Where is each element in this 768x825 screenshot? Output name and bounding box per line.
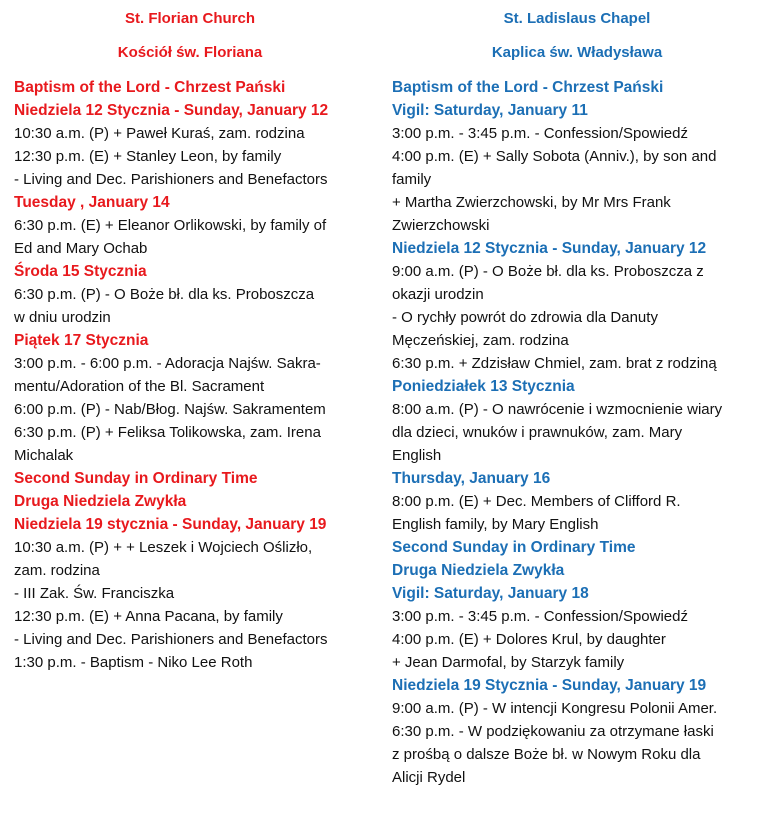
schedule-entry: 6:30 p.m. (E) + Eleanor Orlikowski, by family of	[14, 217, 327, 234]
st-florian-schedule-column	[14, 0, 366, 674]
schedule-entry: 3:00 p.m. - 3:45 p.m. - Confession/Spowiedź	[392, 608, 688, 625]
schedule-entry: - Living and Dec. Parishioners and Benefactors	[14, 631, 328, 648]
schedule-entry: 6:30 p.m. + Zdzisław Chmiel, zam. brat z rodziną	[392, 355, 717, 372]
schedule-entry: family	[392, 171, 432, 188]
schedule-heading: Niedziela 19 stycznia - Sunday, January 19	[14, 516, 327, 533]
schedule-entry: 10:30 a.m. (P) + Paweł Kuraś, zam. rodzina	[14, 125, 305, 142]
schedule-entry: 8:00 a.m. (P) - O nawrócenie i wzmocnienie wiary	[392, 401, 723, 418]
schedule-heading: Vigil: Saturday, January 11	[392, 102, 588, 119]
schedule-entry: zam. rodzina	[14, 562, 100, 579]
schedule-entry: 6:30 p.m. (P) - O Boże bł. dla ks. Proboszcza	[14, 286, 315, 303]
schedule-entry: 4:00 p.m. (E) + Dolores Krul, by daughter	[392, 631, 666, 648]
schedule-heading: Vigil: Saturday, January 18	[392, 585, 589, 602]
schedule-heading: Second Sunday in Ordinary Time	[392, 539, 636, 556]
schedule-heading: Druga Niedziela Zwykła	[392, 562, 565, 579]
left-church-title: St. Florian Church	[124, 10, 255, 27]
schedule-entry: + Jean Darmofal, by Starzyk family	[392, 654, 625, 671]
schedule-entry: mentu/Adoration of the Bl. Sacrament	[14, 378, 265, 395]
schedule-heading: Thursday, January 16	[392, 470, 551, 487]
schedule-heading: Baptism of the Lord - Chrzest Pański	[14, 79, 286, 96]
schedule-entry: 10:30 a.m. (P) + + Leszek i Wojciech Oślizło,	[14, 539, 313, 556]
schedule-heading: Druga Niedziela Zwykła	[14, 493, 187, 510]
right-church-title: St. Ladislaus Chapel	[503, 10, 651, 27]
schedule-entry: - III Zak. Św. Franciszka	[14, 585, 175, 602]
right-church-title-polish: Kaplica św. Władysława	[491, 44, 663, 61]
schedule-entry: English	[392, 447, 442, 464]
schedule-heading: Second Sunday in Ordinary Time	[14, 470, 258, 487]
schedule-entry: z prośbą o dalsze Boże bł. w Nowym Roku dla	[392, 746, 701, 763]
schedule-entry: 3:00 p.m. - 6:00 p.m. - Adoracja Najśw. Sakra-	[14, 355, 321, 372]
right-schedule-list	[392, 76, 762, 789]
schedule-entry: 4:00 p.m. (E) + Sally Sobota (Anniv.), by son and	[392, 148, 717, 165]
schedule-heading: Niedziela 19 Stycznia - Sunday, January 19	[392, 677, 707, 694]
schedule-entry: 1:30 p.m. - Baptism - Niko Lee Roth	[14, 654, 253, 671]
schedule-entry: 6:30 p.m. - W podziękowaniu za otrzymane łaski	[392, 723, 714, 740]
schedule-entry: - O rychły powrót do zdrowia dla Danuty	[392, 309, 658, 326]
schedule-entry: 8:00 p.m. (E) + Dec. Members of Clifford R.	[392, 493, 681, 510]
schedule-entry: - Living and Dec. Parishioners and Benefactors	[14, 171, 328, 188]
st-ladislaus-schedule-column	[392, 0, 762, 789]
schedule-entry: w dniu urodzin	[14, 309, 111, 326]
schedule-entry: + Martha Zwierzchowski, by Mr Mrs Frank	[392, 194, 671, 211]
schedule-entry: 6:30 p.m. (P) + Feliksa Tolikowska, zam. Irena	[14, 424, 321, 441]
schedule-entry: English family, by Mary English	[392, 516, 599, 533]
schedule-entry: Michalak	[14, 447, 74, 464]
schedule-heading: Niedziela 12 Stycznia - Sunday, January 12	[392, 240, 707, 257]
left-schedule-list	[14, 76, 366, 674]
schedule-entry: Męczeńskiej, zam. rodzina	[392, 332, 569, 349]
schedule-entry: Zwierzchowski	[392, 217, 490, 234]
schedule-entry: 12:30 p.m. (E) + Stanley Leon, by family	[14, 148, 282, 165]
left-church-title-polish: Kościół św. Floriana	[117, 44, 263, 61]
schedule-heading: Baptism of the Lord - Chrzest Pański	[392, 79, 664, 96]
schedule-entry: 3:00 p.m. - 3:45 p.m. - Confession/Spowiedź	[392, 125, 688, 142]
schedule-heading: Tuesday , January 14	[14, 194, 170, 211]
schedule-heading: Środa 15 Stycznia	[14, 263, 147, 280]
schedule-entry: 9:00 a.m. (P) - O Boże bł. dla ks. Proboszcza z	[392, 263, 704, 280]
schedule-heading: Niedziela 12 Stycznia - Sunday, January 12	[14, 102, 329, 119]
schedule-entry: okazji urodzin	[392, 286, 484, 303]
schedule-entry: 12:30 p.m. (E) + Anna Pacana, by family	[14, 608, 283, 625]
schedule-entry: dla dzieci, wnuków i prawnuków, zam. Mary	[392, 424, 683, 441]
schedule-entry: 6:00 p.m. (P) - Nab/Błog. Najśw. Sakramentem	[14, 401, 326, 418]
schedule-entry: 9:00 a.m. (P) - W intencji Kongresu Polonii Amer.	[392, 700, 718, 717]
schedule-heading: Poniedziałek 13 Stycznia	[392, 378, 575, 395]
schedule-entry: Alicji Rydel	[392, 769, 466, 786]
schedule-heading: Piątek 17 Stycznia	[14, 332, 149, 349]
schedule-entry: Ed and Mary Ochab	[14, 240, 148, 257]
